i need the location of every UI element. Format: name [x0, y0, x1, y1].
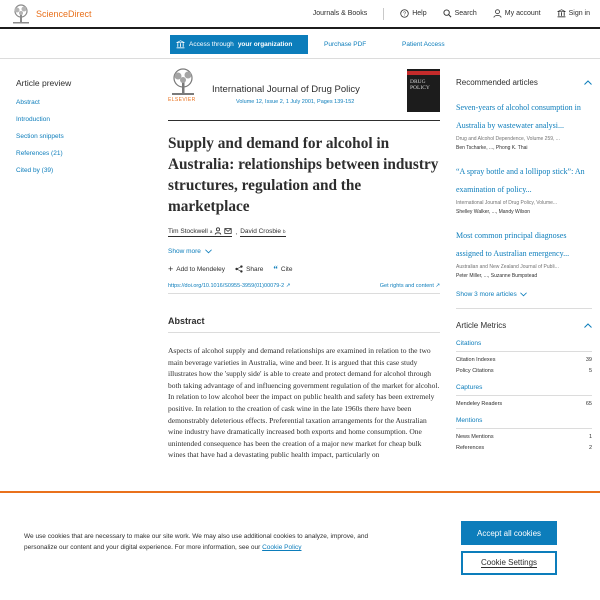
- cite-label: Cite: [280, 265, 293, 273]
- recommended-article: [456, 161, 592, 215]
- article-preview-nav: [16, 78, 146, 184]
- metric-value: 65: [585, 401, 592, 407]
- metric-value: 1: [588, 434, 592, 440]
- recommended-article-source: Drug and Alcohol Dependence, Volume 259, ...: [456, 136, 560, 142]
- accept-all-cookies-button[interactable]: Accept all cookies: [461, 521, 557, 545]
- sign-in-link[interactable]: [557, 9, 590, 18]
- access-prefix: Access through: [189, 41, 234, 48]
- recommended-article-authors: Ben Tscharke, ..., Phong K. Thai: [456, 145, 528, 151]
- author-name: Tim Stockwell: [168, 227, 208, 235]
- sign-in-label: Sign in: [568, 10, 590, 17]
- nav-introduction-link[interactable]: Introduction: [16, 116, 50, 123]
- external-link-icon: ↗: [435, 283, 440, 289]
- elsevier-tree-icon: [10, 4, 32, 24]
- share-button[interactable]: [235, 265, 263, 273]
- my-account-label: My account: [504, 10, 541, 17]
- my-account-link[interactable]: [493, 9, 541, 18]
- recommended-article: [456, 97, 592, 151]
- article-metrics: [456, 321, 592, 451]
- journal-header: [168, 66, 440, 121]
- access-organization: your organization: [237, 41, 293, 48]
- chevron-down-icon: [205, 249, 212, 254]
- search-label: Search: [454, 10, 477, 17]
- nav-references-link[interactable]: References (21): [16, 150, 63, 157]
- nav-abstract-link[interactable]: Abstract: [16, 99, 40, 106]
- doi-text: https://doi.org/10.1016/S0955-3959(01)00079-2: [168, 283, 285, 289]
- author-list: [168, 227, 440, 237]
- access-bar: [0, 31, 600, 59]
- article-preview-title: Article preview: [16, 78, 72, 88]
- author-name: David Crosbie: [240, 227, 282, 235]
- cover-strip: [407, 71, 440, 75]
- author-link[interactable]: [240, 228, 285, 237]
- author-affiliation-sup: a: [209, 228, 213, 234]
- article-main: [168, 66, 440, 461]
- site-header: [0, 0, 600, 29]
- sciencedirect-logo[interactable]: [10, 4, 92, 24]
- user-icon: [493, 9, 502, 18]
- metric-row: [456, 357, 592, 363]
- elsevier-logo[interactable]: [168, 68, 198, 106]
- chevron-up-icon: [584, 80, 592, 85]
- recommended-article-title[interactable]: Seven-years of alcohol consumption in Australia by wastewater analysi...: [456, 103, 581, 130]
- share-label: Share: [246, 265, 264, 273]
- cookie-settings-label: Cookie Settings: [480, 558, 538, 567]
- abstract-text: Aspects of alcohol supply and demand relationships are examined in relation to the two main beverage varieties in Australia, wine and beer. It is argued that this case study illustrates how the 'supply side' is able to create and protect demand for alcohol through both taking advantage of and influencing government regulation of the market for alcohol. In relation to low alcohol beer the impact on public health and safety has been extremely positive. In relation to the creation of cask wine in the late 1960s there have been demonstrably deleterious effects. Preferential taxation arrangements for the Australian wine industry have dramatically increased both exports and home consumption. One unintended consequence has been the creation of a major new market for cheap bulk wines that have had a devastating public health impact, particularly on: [168, 346, 440, 460]
- journal-title-link[interactable]: International Journal of Drug Policy: [212, 84, 360, 95]
- metric-label: Citation Indexes: [456, 357, 496, 363]
- elsevier-tree-icon: [168, 68, 198, 96]
- nav-cited-by-link[interactable]: Cited by (39): [16, 167, 54, 174]
- access-through-organization-button[interactable]: [170, 35, 308, 54]
- metrics-section-captures: Captures: [456, 384, 592, 396]
- recommended-article-authors: Peter Miller, ..., Suzanne Bumpstead: [456, 273, 538, 279]
- recommended-article-title[interactable]: “A spray bottle and a lollipop stick”: An examination of policy...: [456, 167, 585, 194]
- rights-link[interactable]: [380, 283, 440, 289]
- cookie-banner: [0, 491, 600, 600]
- article-title: Supply and demand for alcohol in Australia: relationships between industry structures, regulation and the marketplace: [168, 135, 439, 215]
- metric-label: Policy Citations: [456, 368, 494, 374]
- recommended-title: Recommended articles: [456, 78, 538, 87]
- email-icon: [224, 227, 232, 235]
- recommended-article: [456, 225, 592, 279]
- institution-icon: [176, 40, 185, 49]
- person-icon: [214, 227, 222, 235]
- doi-link[interactable]: [168, 283, 290, 289]
- brand-name: ScienceDirect: [36, 8, 92, 19]
- recommended-article-authors: Shelley Walker, ..., Mandy Wilson: [456, 209, 531, 215]
- metric-value: 5: [588, 368, 592, 374]
- metric-row: [456, 434, 592, 440]
- article-actions: [168, 265, 440, 273]
- journal-issue-link[interactable]: Volume 12, Issue 2, 1 July 2001, Pages 139-152: [236, 99, 355, 105]
- cookie-policy-link[interactable]: Cookie Policy: [262, 544, 302, 551]
- doi-row: [168, 283, 440, 294]
- metrics-header[interactable]: [456, 321, 592, 330]
- journal-cover-image[interactable]: [407, 69, 440, 112]
- author-link[interactable]: [168, 227, 232, 237]
- show-more-button[interactable]: [168, 248, 440, 255]
- top-nav: [313, 8, 590, 20]
- patient-access-link[interactable]: Patient Access: [402, 41, 445, 48]
- cookie-message: [24, 531, 384, 553]
- chevron-down-icon: [520, 292, 527, 297]
- help-label: Help: [412, 10, 427, 17]
- recommended-article-source: Australian and New Zealand Journal of Publi...: [456, 264, 559, 270]
- show-more-articles-button[interactable]: [456, 291, 592, 309]
- share-icon: [235, 265, 243, 273]
- metric-row: [456, 368, 592, 374]
- metric-row: [456, 401, 592, 407]
- show-more-articles-label: Show 3 more articles: [456, 291, 517, 298]
- metric-value: 39: [585, 357, 592, 363]
- journals-books-link[interactable]: Journals & Books: [312, 10, 368, 17]
- rights-text: Get rights and content: [379, 283, 434, 289]
- abstract-heading: Abstract: [168, 316, 440, 333]
- add-to-mendeley-label: Add to Mendeley: [176, 265, 226, 273]
- elsevier-wordmark: ELSEVIER: [168, 97, 196, 103]
- metric-label: Mendeley Readers: [456, 401, 503, 407]
- cover-title: DRUG POLICY: [410, 79, 430, 91]
- quote-icon: “: [273, 264, 278, 274]
- svg-text:?: ?: [403, 11, 407, 18]
- recommended-article-source: International Journal of Drug Policy, Volume...: [456, 200, 558, 206]
- show-more-label: Show more: [168, 248, 201, 255]
- cookie-text: We use cookies that are necessary to make our site work. We may also use additional cookies to analyze, improve, and personalize our content and your digital experience. For more information, see our: [24, 533, 369, 551]
- metric-label: References: [456, 445, 485, 451]
- nav-section-snippets-link[interactable]: Section snippets: [16, 133, 64, 140]
- purchase-pdf-link[interactable]: Purchase PDF: [324, 41, 367, 48]
- metric-row: [456, 445, 592, 451]
- institution-icon: [557, 9, 566, 18]
- cookie-settings-button[interactable]: [461, 551, 557, 575]
- external-link-icon: ↗: [285, 283, 291, 289]
- author-separator: ,: [235, 228, 238, 236]
- cite-button[interactable]: [273, 265, 292, 273]
- recommended-article-title[interactable]: Most common principal diagnoses assigned to Australian emergency...: [456, 231, 570, 258]
- add-to-mendeley-button[interactable]: [168, 265, 225, 273]
- chevron-up-icon: [584, 323, 592, 328]
- metrics-section-citations: Citations: [456, 340, 592, 352]
- author-affiliation-sup: b: [283, 228, 286, 234]
- search-icon: [443, 9, 452, 18]
- metrics-section-mentions: Mentions: [456, 417, 592, 429]
- plus-icon: +: [168, 264, 174, 274]
- right-sidebar: [456, 78, 592, 451]
- search-link[interactable]: [443, 9, 477, 18]
- metrics-title: Article Metrics: [456, 321, 507, 330]
- metric-label: News Mentions: [456, 434, 494, 440]
- help-icon: [400, 9, 409, 18]
- recommended-header[interactable]: [456, 78, 592, 87]
- help-link[interactable]: [400, 9, 426, 18]
- metric-value: 2: [588, 445, 592, 451]
- nav-divider: [383, 8, 384, 20]
